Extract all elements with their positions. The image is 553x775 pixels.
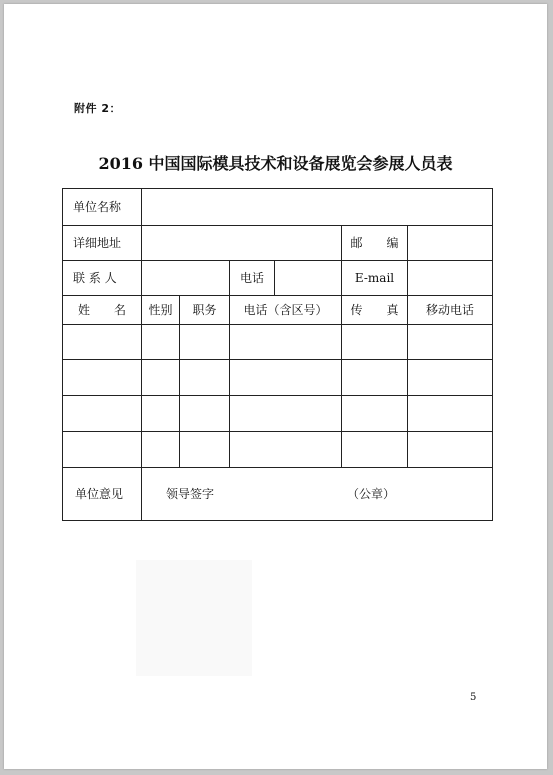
col-header-gender: 性别 [148,303,173,317]
faint-mark [136,560,252,676]
attachment-label: 附件 2： [74,102,121,115]
unit-name-label: 单位名称 [73,200,122,214]
email-label: E-mail [354,271,395,285]
registration-table [62,188,493,521]
seal-label: （公章） [347,487,396,501]
leader-sign-label: 领导签字 [166,487,215,501]
opinion-label: 单位意见 [75,487,124,501]
page-number: 5 [470,692,477,703]
address-field[interactable] [142,226,341,260]
address-label: 详细地址 [73,236,122,250]
postcode-label: 邮 编 [350,236,399,250]
table-row[interactable] [63,325,492,359]
phone-label: 电话 [240,271,265,285]
col-header-fax: 传 真 [350,303,399,317]
table-row[interactable] [63,432,492,467]
phone-field[interactable] [275,261,341,295]
table-row[interactable] [63,360,492,395]
contact-field[interactable] [142,261,229,295]
unit-name-field[interactable] [142,189,492,225]
col-header-phone: 电话（含区号） [243,303,328,317]
email-field[interactable] [408,261,492,295]
col-header-mobile: 移动电话 [425,303,474,317]
col-header-name: 姓 名 [77,303,126,317]
col-header-position: 职务 [192,303,217,317]
contact-label: 联 系 人 [73,271,117,285]
table-row[interactable] [63,396,492,431]
document-page [4,4,547,769]
page-title: 2016 中国国际模具技术和设备展览会参展人员表 [98,154,453,173]
postcode-field[interactable] [408,226,492,260]
